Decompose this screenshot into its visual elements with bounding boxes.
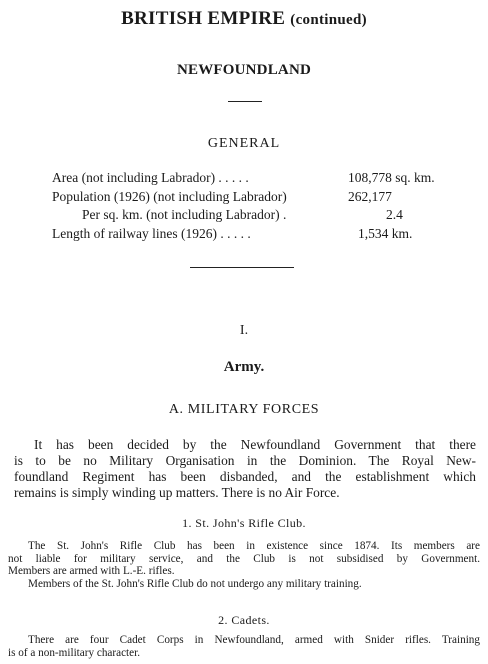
stat-value: 262,177 bbox=[348, 189, 392, 204]
stat-label: Per sq. km. (not including Labrador) . bbox=[82, 207, 287, 222]
text-line: is of a non-military character. bbox=[8, 646, 141, 659]
general-heading: GENERAL bbox=[207, 136, 281, 151]
cadets-text bbox=[8, 634, 480, 659]
section-title: Army. bbox=[223, 359, 265, 375]
paragraph-line: foundland Regiment has been disbanded, and the establishment which bbox=[14, 469, 476, 484]
text-line: not liable for military service, and the Club is not subsidised by Government. bbox=[8, 552, 480, 565]
country-heading: NEWFOUNDLAND bbox=[176, 62, 312, 78]
stat-value: 1,534 km. bbox=[358, 226, 413, 241]
paragraph-line: remains is simply winding up matters. There is no Air Force. bbox=[14, 485, 340, 500]
section-number: I. bbox=[239, 323, 249, 338]
text-line: Members are armed with L.-E. rifles. bbox=[8, 565, 175, 578]
cadets-heading: 2. Cadets. bbox=[218, 613, 270, 627]
paragraph-line: is to be no Military Organisation in the Dominion. The Royal New- bbox=[14, 453, 476, 468]
stat-row-population bbox=[52, 189, 452, 207]
paragraph-line: It has been decided by the Newfoundland Government that there bbox=[34, 437, 476, 452]
page-title bbox=[0, 8, 488, 30]
rifle-club-text bbox=[8, 540, 480, 590]
stat-row-area bbox=[52, 170, 452, 188]
rifle-club-heading: 1. St. John's Rifle Club. bbox=[182, 516, 306, 530]
text-line: The St. John's Rifle Club has been in existence since 1874. Its members are bbox=[28, 540, 480, 552]
stat-row-density bbox=[82, 207, 462, 225]
title-suffix: (continued) bbox=[290, 12, 367, 28]
text-line: There are four Cadet Corps in Newfoundland, armed with Snider rifles. Training bbox=[28, 634, 480, 646]
stat-label: Population (1926) (not including Labrador) bbox=[52, 189, 287, 204]
military-forces-paragraph bbox=[14, 437, 476, 501]
text-line: Members of the St. John's Rifle Club do not undergo any military training. bbox=[28, 577, 362, 590]
stat-value: 108,778 sq. km. bbox=[348, 170, 435, 185]
military-forces-heading: A. MILITARY FORCES bbox=[168, 402, 320, 417]
stat-label: Length of railway lines (1926) . . . . . bbox=[52, 226, 251, 241]
divider-long bbox=[190, 267, 294, 268]
stat-row-railway bbox=[52, 226, 452, 244]
stat-value: 2.4 bbox=[386, 207, 403, 222]
title-main: BRITISH EMPIRE bbox=[121, 8, 286, 29]
stat-label: Area (not including Labrador) . . . . . bbox=[52, 170, 249, 185]
divider-short bbox=[228, 101, 262, 102]
